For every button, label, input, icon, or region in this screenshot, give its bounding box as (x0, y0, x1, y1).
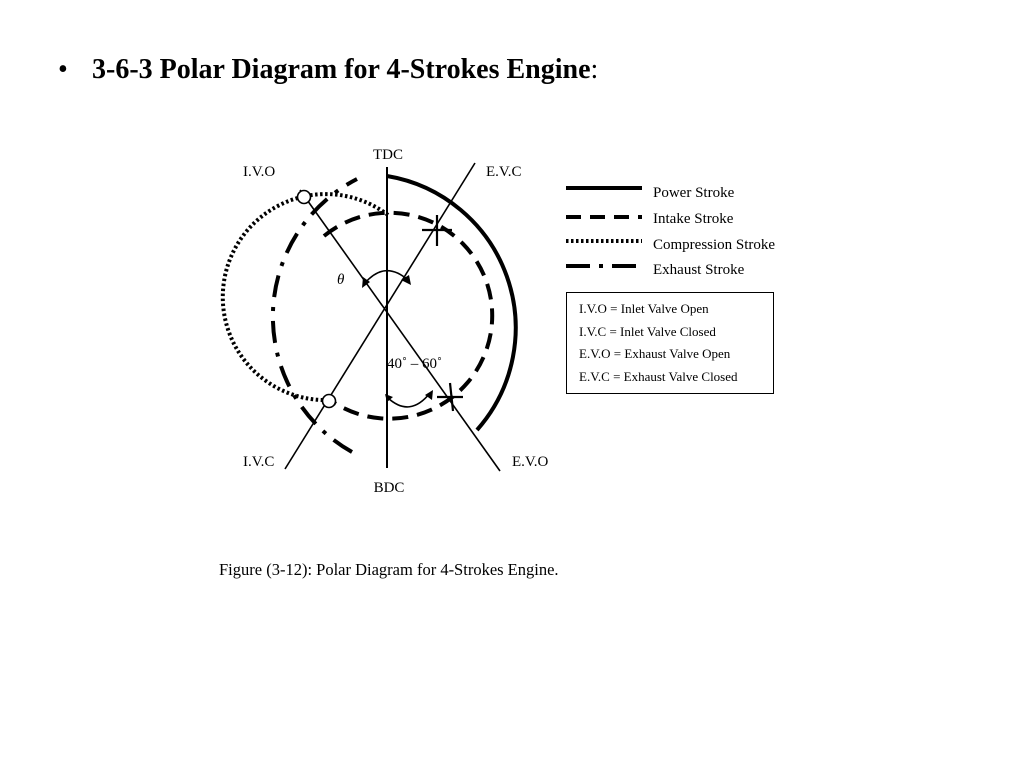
legend-label-compression: Compression Stroke (653, 237, 776, 253)
valve-timing-arrowhead (425, 390, 433, 400)
figure-caption: Figure (3-12): Polar Diagram for 4-Strokes Engine. (219, 560, 559, 579)
ivc-marker (323, 395, 336, 408)
heading-title: 3-6-3 Polar Diagram for 4-Strokes Engine (92, 54, 591, 85)
abbrev-ivc: I.V.C = Inlet Valve Closed (579, 323, 716, 339)
ivo-evo-line (300, 190, 500, 471)
abbrev-evo: E.V.O = Exhaust Valve Open (579, 346, 731, 361)
abbreviation-box (566, 292, 774, 394)
legend (566, 185, 775, 278)
bdc-label: BDC (373, 480, 405, 496)
abbrev-evc: E.V.C = Exhaust Valve Closed (579, 368, 738, 384)
angle-range-label: 40˚ – 60˚ (387, 356, 442, 372)
theta-label: θ (337, 272, 345, 288)
tdc-label: TDC (373, 147, 403, 163)
abbrev-ivo: I.V.O = Inlet Valve Open (579, 301, 709, 316)
evc-label: E.V.C (486, 164, 522, 180)
evo-label: E.V.O (512, 454, 549, 470)
intake-stroke-arc (324, 213, 492, 419)
legend-label-power: Power Stroke (653, 185, 735, 201)
exhaust-stroke-arc (273, 179, 357, 452)
valve-timing-angle-arc (388, 393, 430, 407)
bullet-icon: • (58, 54, 68, 85)
legend-label-intake: Intake Stroke (653, 211, 734, 227)
legend-label-exhaust: Exhaust Stroke (653, 262, 745, 278)
heading-colon: : (590, 54, 599, 85)
ivc-label: I.V.C (243, 454, 275, 470)
ivo-label: I.V.O (243, 164, 276, 180)
ivo-marker (298, 191, 311, 204)
